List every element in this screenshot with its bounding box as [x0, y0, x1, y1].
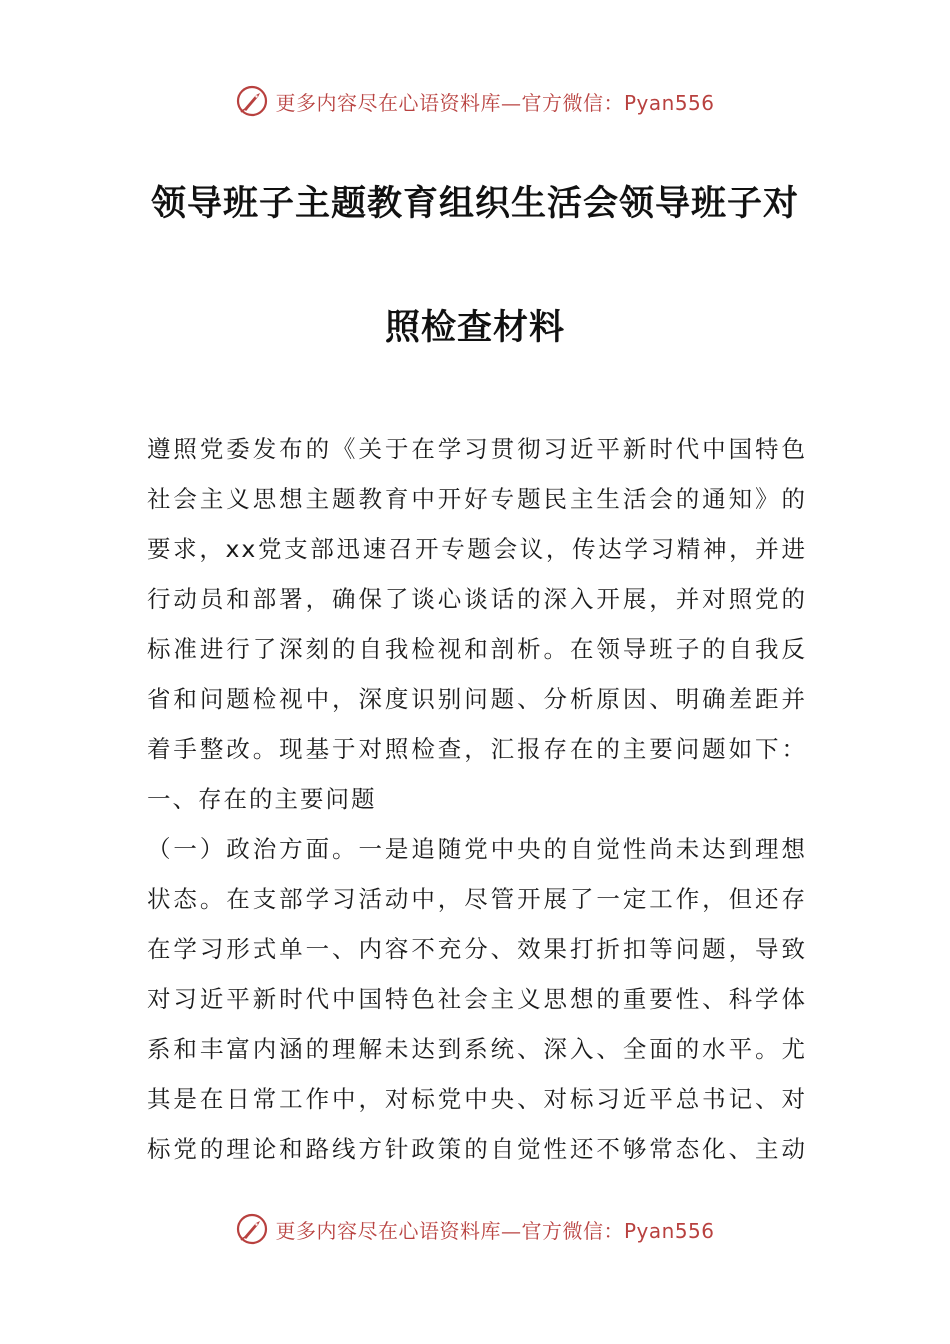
- body-line: 状态。在支部学习活动中，尽管开展了一定工作，但还存: [147, 885, 807, 913]
- document-title-line-1: 领导班子主题教育组织生活会领导班子对: [150, 184, 799, 224]
- body-line: （一）政治方面。一是追随党中央的自觉性尚未达到理想: [147, 835, 807, 863]
- pen-nib-circle-icon: [235, 84, 269, 118]
- body-line: 遵照党委发布的《关于在学习贯彻习近平新时代中国特色: [147, 435, 807, 463]
- body-line: 标党的理论和路线方针政策的自觉性还不够常态化、主动: [147, 1135, 807, 1163]
- body-line: 着手整改。现基于对照检查，汇报存在的主要问题如下：: [147, 735, 807, 763]
- watermark-text: 更多内容尽在心语资料库—官方微信：Pyan556: [275, 1218, 715, 1243]
- document-body: [147, 424, 807, 1174]
- body-line: 标准进行了深刻的自我检视和剖析。在领导班子的自我反: [147, 635, 807, 663]
- body-line: 系和丰富内涵的理解未达到系统、深入、全面的水平。尤: [147, 1035, 807, 1063]
- body-line: 在学习形式单一、内容不充分、效果打折扣等问题，导致: [147, 935, 807, 963]
- body-line: 省和问题检视中，深度识别问题、分析原因、明确差距并: [147, 685, 807, 713]
- document-title-line-2: 照检查材料: [384, 308, 565, 348]
- header-watermark: [0, 84, 950, 118]
- body-line: 社会主义思想主题教育中开好专题民主生活会的通知》的: [147, 485, 807, 513]
- pen-nib-circle-icon: [235, 1212, 269, 1246]
- watermark-wechat-id: Pyan556: [623, 1218, 715, 1243]
- section-heading: 一、存在的主要问题: [147, 785, 377, 813]
- body-line: 对习近平新时代中国特色社会主义思想的重要性、科学体: [147, 985, 807, 1013]
- body-line: 要求，xx党支部迅速召开专题会议，传达学习精神，并进: [147, 535, 807, 563]
- body-line: 行动员和部署，确保了谈心谈话的深入开展，并对照党的: [147, 585, 807, 613]
- watermark-text: 更多内容尽在心语资料库—官方微信：Pyan556: [275, 90, 715, 115]
- body-line: 其是在日常工作中，对标党中央、对标习近平总书记、对: [147, 1085, 807, 1113]
- watermark-wechat-id: Pyan556: [623, 90, 715, 115]
- footer-watermark: [0, 1212, 950, 1246]
